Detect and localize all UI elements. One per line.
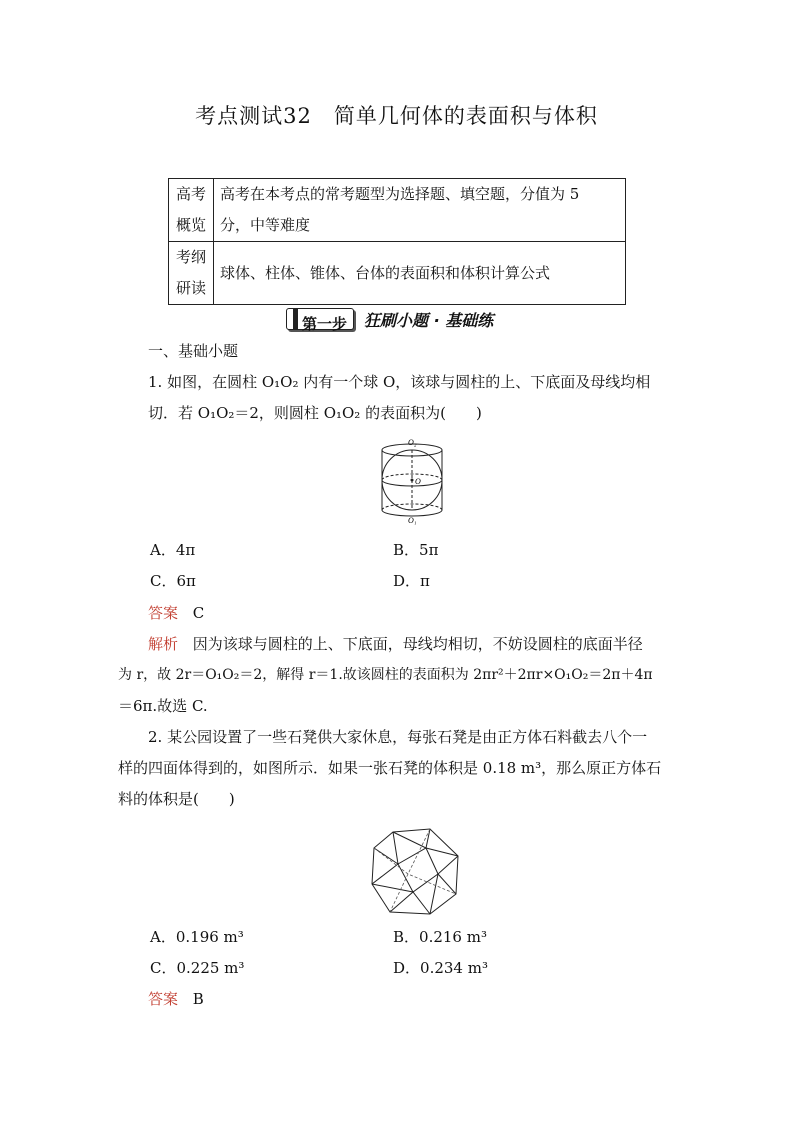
row-key <box>169 179 214 242</box>
q2-option-a: A．0.196 m³ <box>150 928 244 946</box>
edge <box>393 832 398 864</box>
q2-answer <box>148 984 204 1015</box>
q1-text-line: 切．若 O₁O₂＝2，则圆柱 O₁O₂ 的表面积为( ) <box>148 404 482 422</box>
row-key-line: 高考 <box>175 185 206 203</box>
step-badge <box>286 308 354 333</box>
analysis-label: 解析 <box>148 635 179 653</box>
q1-analysis-line <box>148 629 643 660</box>
table-row <box>169 242 626 305</box>
q2-text-line: 样的四面体得到的，如图所示．如果一张石凳的体积是 0.18 m³，那么原正方体石 <box>118 759 662 777</box>
row-key-line: 研读 <box>175 279 206 297</box>
q2-option-c: C．0.225 m³ <box>150 959 245 977</box>
analysis-text: 因为该球与圆柱的上、下底面，母线均相切，不妨设圆柱的底面半径 <box>192 635 643 653</box>
page-title: 考点测试32 简单几何体的表面积与体积 <box>195 104 598 128</box>
bar-icon <box>293 309 298 329</box>
label-top: O₂ <box>408 438 417 447</box>
label-bottom: O₁ <box>408 516 417 525</box>
row-key-line: 概览 <box>175 216 206 234</box>
hidden-edge <box>390 829 430 912</box>
q2-text-line: 2. 某公园设置了一些石凳供大家休息，每张石凳是由正方体石料截去八个一 <box>148 728 648 746</box>
cylinder-sphere-figure <box>374 434 450 526</box>
q1-analysis-line: 为 r，故 2r＝O₁O₂＝2，解得 r＝1.故该圆柱的表面积为 2πr²＋2πr×O₁O₂＝2π＋4π <box>118 667 653 683</box>
q1-answer <box>148 598 204 629</box>
edge <box>438 856 458 894</box>
q2-option-b: B．0.216 m³ <box>393 928 487 946</box>
row-value <box>214 179 626 242</box>
answer-value: B <box>192 990 204 1008</box>
edge <box>372 848 398 884</box>
q2-text-line: 料的体积是( ) <box>118 790 235 808</box>
row-key-line: 考纲 <box>175 248 206 266</box>
edge <box>372 884 413 892</box>
row-value-line: 球体、柱体、锥体、台体的表面积和体积计算公式 <box>220 263 551 282</box>
q1-text-line: 1. 如图，在圆柱 O₁O₂ 内有一个球 O，该球与圆柱的上、下底面及母线均相 <box>148 373 651 391</box>
exam-overview-table <box>168 178 626 305</box>
row-key <box>169 242 214 305</box>
answer-label: 答案 <box>148 604 179 622</box>
answer-value: C <box>192 604 205 622</box>
step-label: 第一步 <box>302 315 348 333</box>
cuboctahedron-figure <box>368 826 462 916</box>
outline <box>372 829 458 914</box>
q1-option-b: B．5π <box>393 541 439 559</box>
q1-option-c: C．6π <box>150 572 196 590</box>
step-banner <box>286 306 493 332</box>
q1-analysis-line: ＝6π.故选 C. <box>118 697 208 715</box>
row-value <box>214 242 626 305</box>
table-row <box>169 179 626 242</box>
center-face <box>398 848 438 892</box>
q2-option-d: D．0.234 m³ <box>393 959 488 977</box>
center-point <box>411 479 414 482</box>
q1-option-a: A．4π <box>150 541 196 559</box>
q1-option-d: D．π <box>393 572 430 590</box>
label-center: O <box>415 477 421 486</box>
edge <box>430 874 438 914</box>
section-heading: 一、基础小题 <box>148 342 239 360</box>
step-banner-text: 狂刷小题 · 基础练 <box>364 310 494 330</box>
row-value-line: 高考在本考点的常考题型为选择题、填空题，分值为 5 <box>220 185 580 203</box>
row-value-line: 分，中等难度 <box>220 216 311 234</box>
answer-label: 答案 <box>148 990 179 1008</box>
edge <box>390 892 430 914</box>
